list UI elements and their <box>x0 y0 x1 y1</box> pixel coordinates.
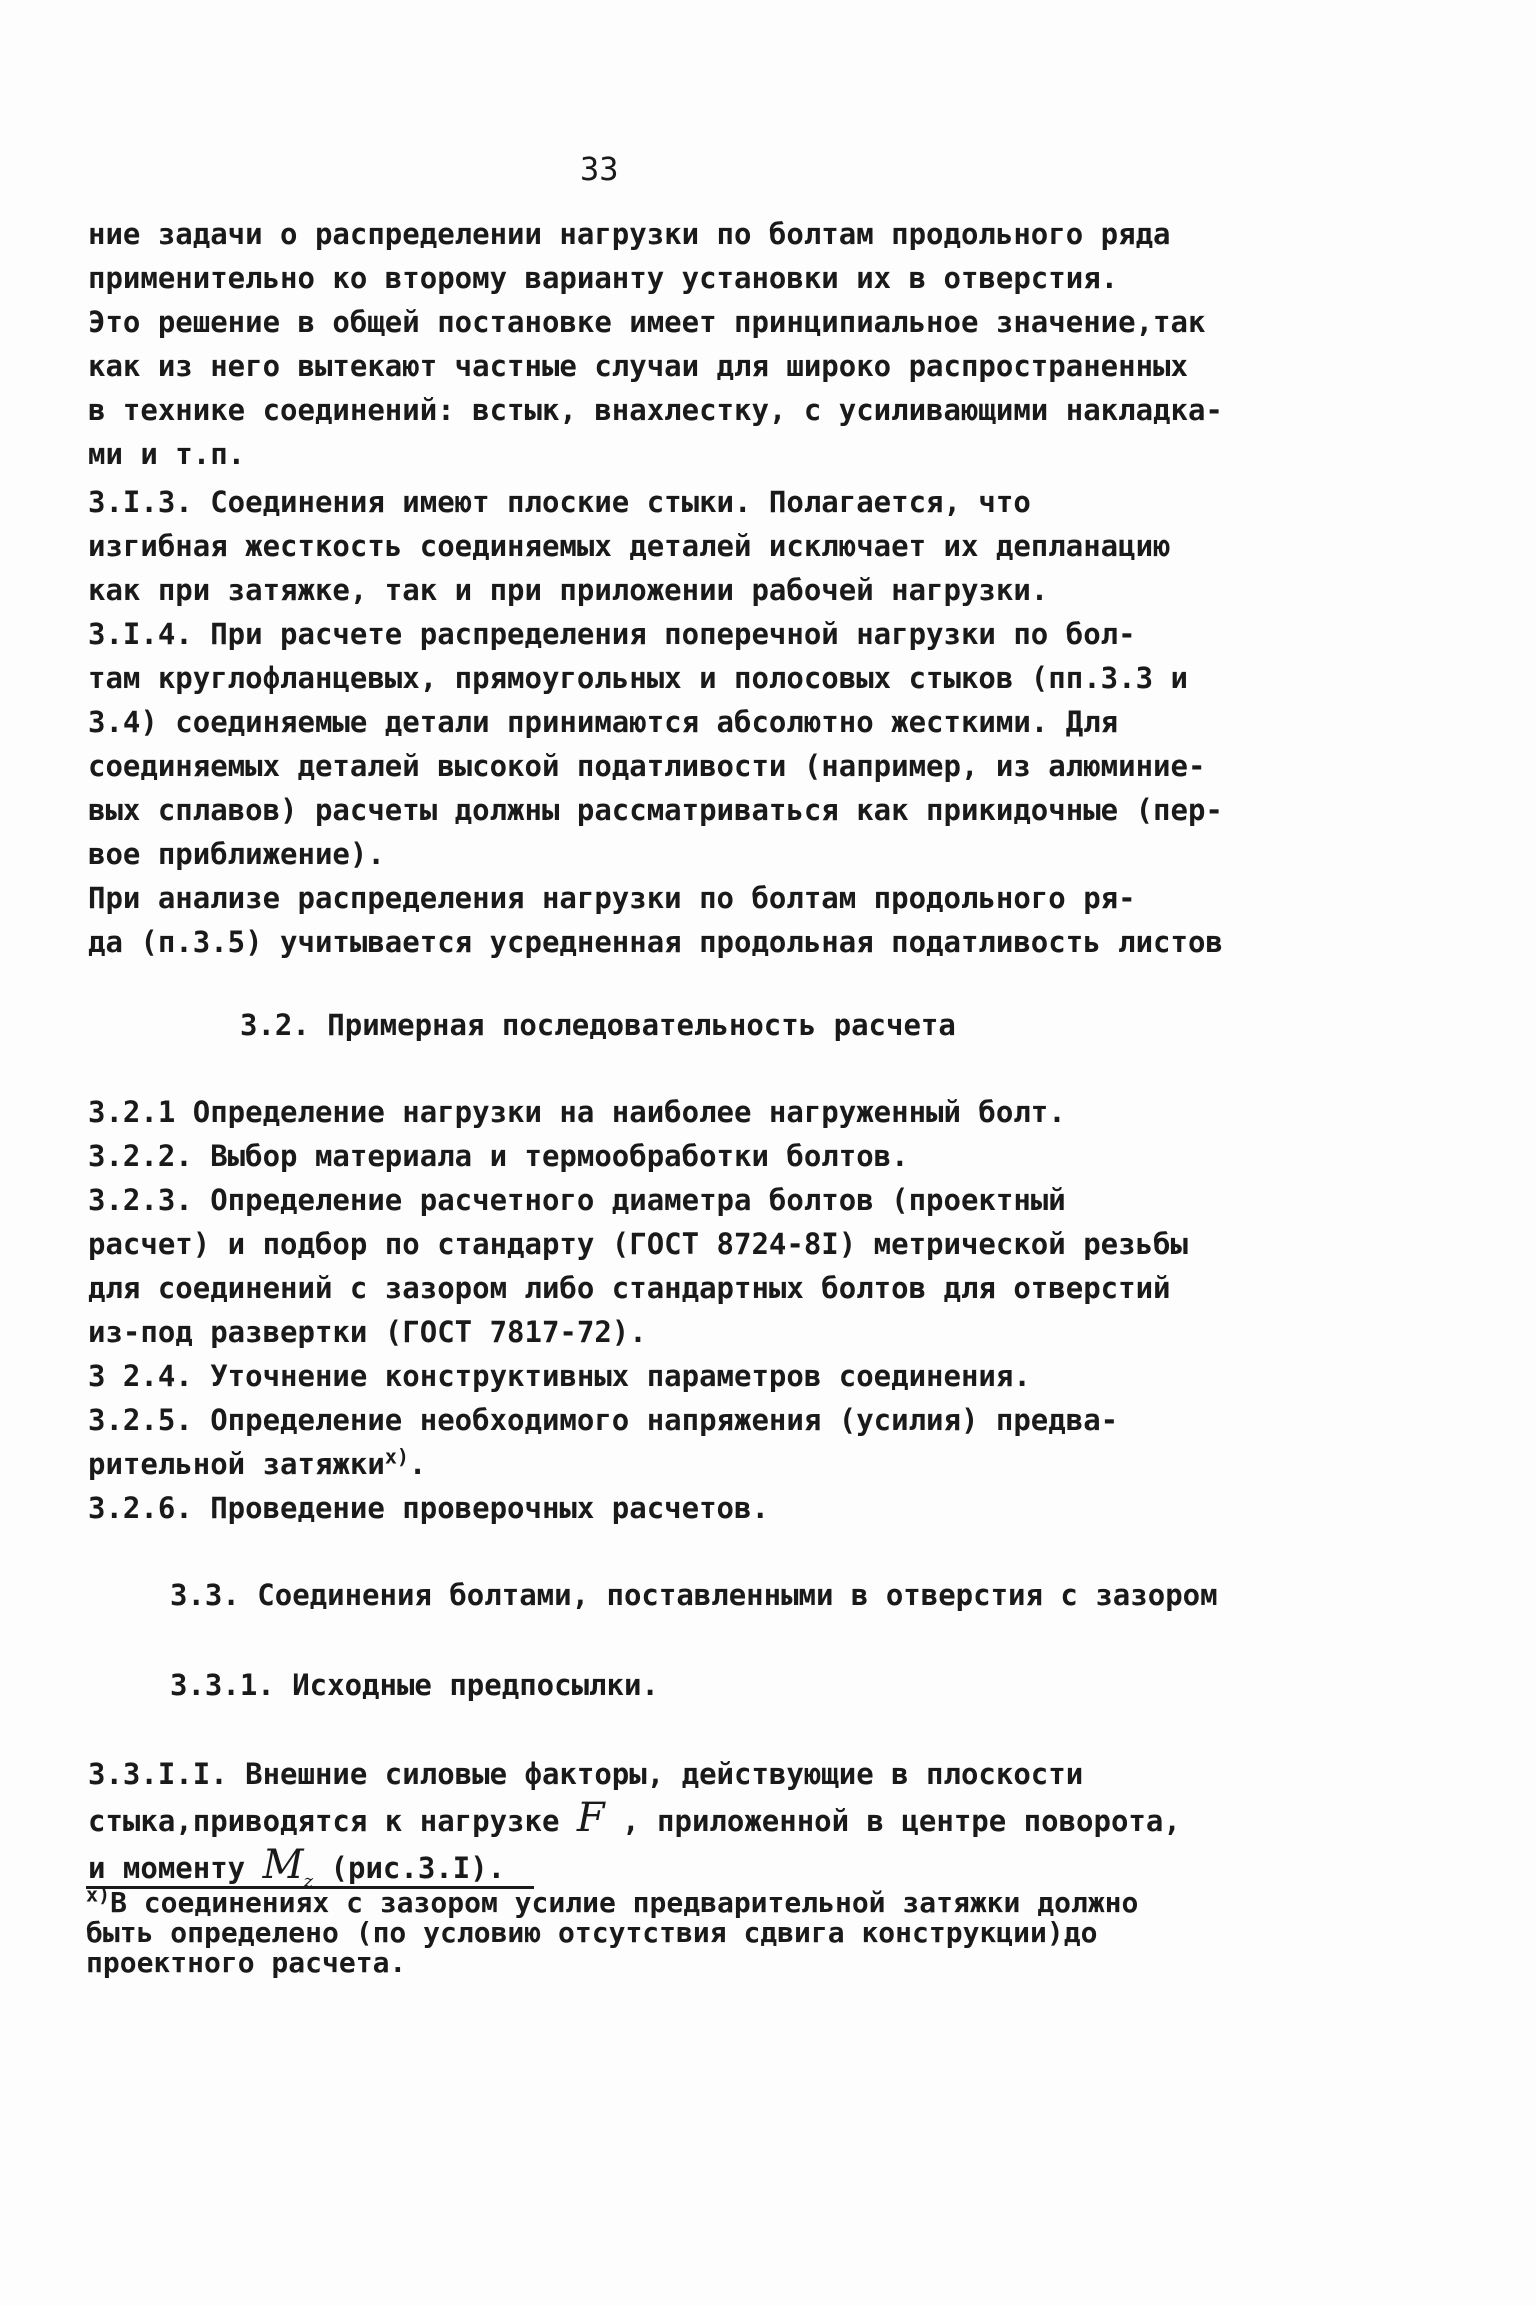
step-3-2-2: 3.2.2. Выбор материала и термообработки болтов. <box>88 1139 909 1173</box>
paragraph-3-1-4 <box>88 612 1258 876</box>
text-line: 3.4) соединяемые детали принимаются абсолютно жесткими. Для <box>88 705 1119 739</box>
page-number: 33 <box>580 150 619 188</box>
text-line <box>88 1796 1258 1843</box>
footnote <box>86 1882 1256 1979</box>
text-line: Это решение в общей постановке имеет принципиальное значение,так <box>88 305 1206 339</box>
text-line <box>88 1442 1258 1486</box>
text-line: в технике соединений: встык, внахлестку, с усиливающими накладка- <box>88 393 1223 427</box>
text-line: да (п.3.5) учитывается усредненная продольная податливость листов <box>88 925 1223 959</box>
text-fragment: , приложенной в центре поворота, <box>604 1804 1181 1838</box>
text-line: из-под развертки (ГОСТ 7817-72). <box>88 1315 647 1349</box>
paragraph-3-3-1-1 <box>88 1752 1258 1904</box>
period: . <box>408 1447 427 1481</box>
moment-letter: M <box>262 1842 304 1888</box>
text-line: проектного расчета. <box>86 1946 407 1979</box>
text-line: ние задачи о распределении нагрузки по болтам продольного ряда <box>88 217 1171 251</box>
footnote-mark: х) <box>86 1882 111 1907</box>
paragraph-analysis <box>88 876 1258 964</box>
text-fragment: и моменту <box>88 1851 263 1885</box>
text-line: 3.3.I.I. Внешние силовые факторы, действующие в плоскости <box>88 1757 1084 1791</box>
section-heading-3-3: 3.3. Соединения болтами, поставленными в отверстия с зазором <box>170 1578 1218 1612</box>
text-line: 3.I.4. При расчете распределения поперечной нагрузки по бол- <box>88 617 1136 651</box>
text-line: изгибная жесткость соединяемых деталей исключает их депланацию <box>88 529 1171 563</box>
text-line: соединяемых деталей высокой податливости (например, из алюминие- <box>88 749 1206 783</box>
text-line: для соединений с зазором либо стандартных болтов для отверстий <box>88 1271 1171 1305</box>
footnote-text: В соединениях с зазором усилие предварительной затяжки должно <box>110 1886 1139 1919</box>
text-line: При анализе распределения нагрузки по болтам продольного ря- <box>88 881 1136 915</box>
text-line: как из него вытекают частные случаи для широко распространенных <box>88 349 1188 383</box>
step-3-2-5: 3.2.5. Определение необходимого напряжения (усилия) предва- <box>88 1403 1119 1437</box>
step-3-2-5-continuation: рительной затяжки <box>88 1447 385 1481</box>
text-line: быть определено (по условию отсутствия сдвига конструкции)до <box>86 1916 1098 1949</box>
text-line: ми и т.п. <box>88 437 246 471</box>
text-line: там круглофланцевых, прямоугольных и полосовых стыков (пп.3.3 и <box>88 661 1188 695</box>
moment-symbol-M <box>262 1842 314 1892</box>
text-line: вое приближение). <box>88 837 385 871</box>
text-line: применительно ко второму варианту установки их в отверстия. <box>88 261 1119 295</box>
section-heading-3-2: 3.2. Примерная последовательность расчета <box>240 1008 956 1042</box>
paragraph-3-1-3 <box>88 480 1258 612</box>
text-line: вых сплавов) расчеты должны рассматриваться как прикидочные (пер- <box>88 793 1223 827</box>
steps-list <box>88 1090 1258 1530</box>
text-line: как при затяжке, так и при приложении рабочей нагрузки. <box>88 573 1049 607</box>
intro-paragraph <box>88 212 1258 476</box>
step-3-2-6: 3.2.6. Проведение проверочных расчетов. <box>88 1491 769 1525</box>
text-line: 3.I.3. Соединения имеют плоские стыки. Полагается, что <box>88 485 1031 519</box>
step-3-2-1: 3.2.1 Определение нагрузки на наиболее нагруженный болт. <box>88 1095 1066 1129</box>
step-3-2-4: 3 2.4. Уточнение конструктивных параметров соединения. <box>88 1359 1031 1393</box>
text-line <box>86 1882 1256 1919</box>
text-fragment: (рис.3.I). <box>313 1851 506 1885</box>
step-3-2-3: 3.2.3. Определение расчетного диаметра болтов (проектный <box>88 1183 1066 1217</box>
moment-subscript: z <box>303 1871 314 1892</box>
force-symbol-F: F <box>576 1795 605 1841</box>
footnote-marker: х) <box>384 1444 409 1469</box>
text-line: расчет) и подбор по стандарту (ГОСТ 8724-8I) метрической резьбы <box>88 1227 1188 1261</box>
subsection-heading-3-3-1: 3.3.1. Исходные предпосылки. <box>170 1668 659 1702</box>
text-fragment: стыка,приводятся к нагрузке <box>88 1804 577 1838</box>
